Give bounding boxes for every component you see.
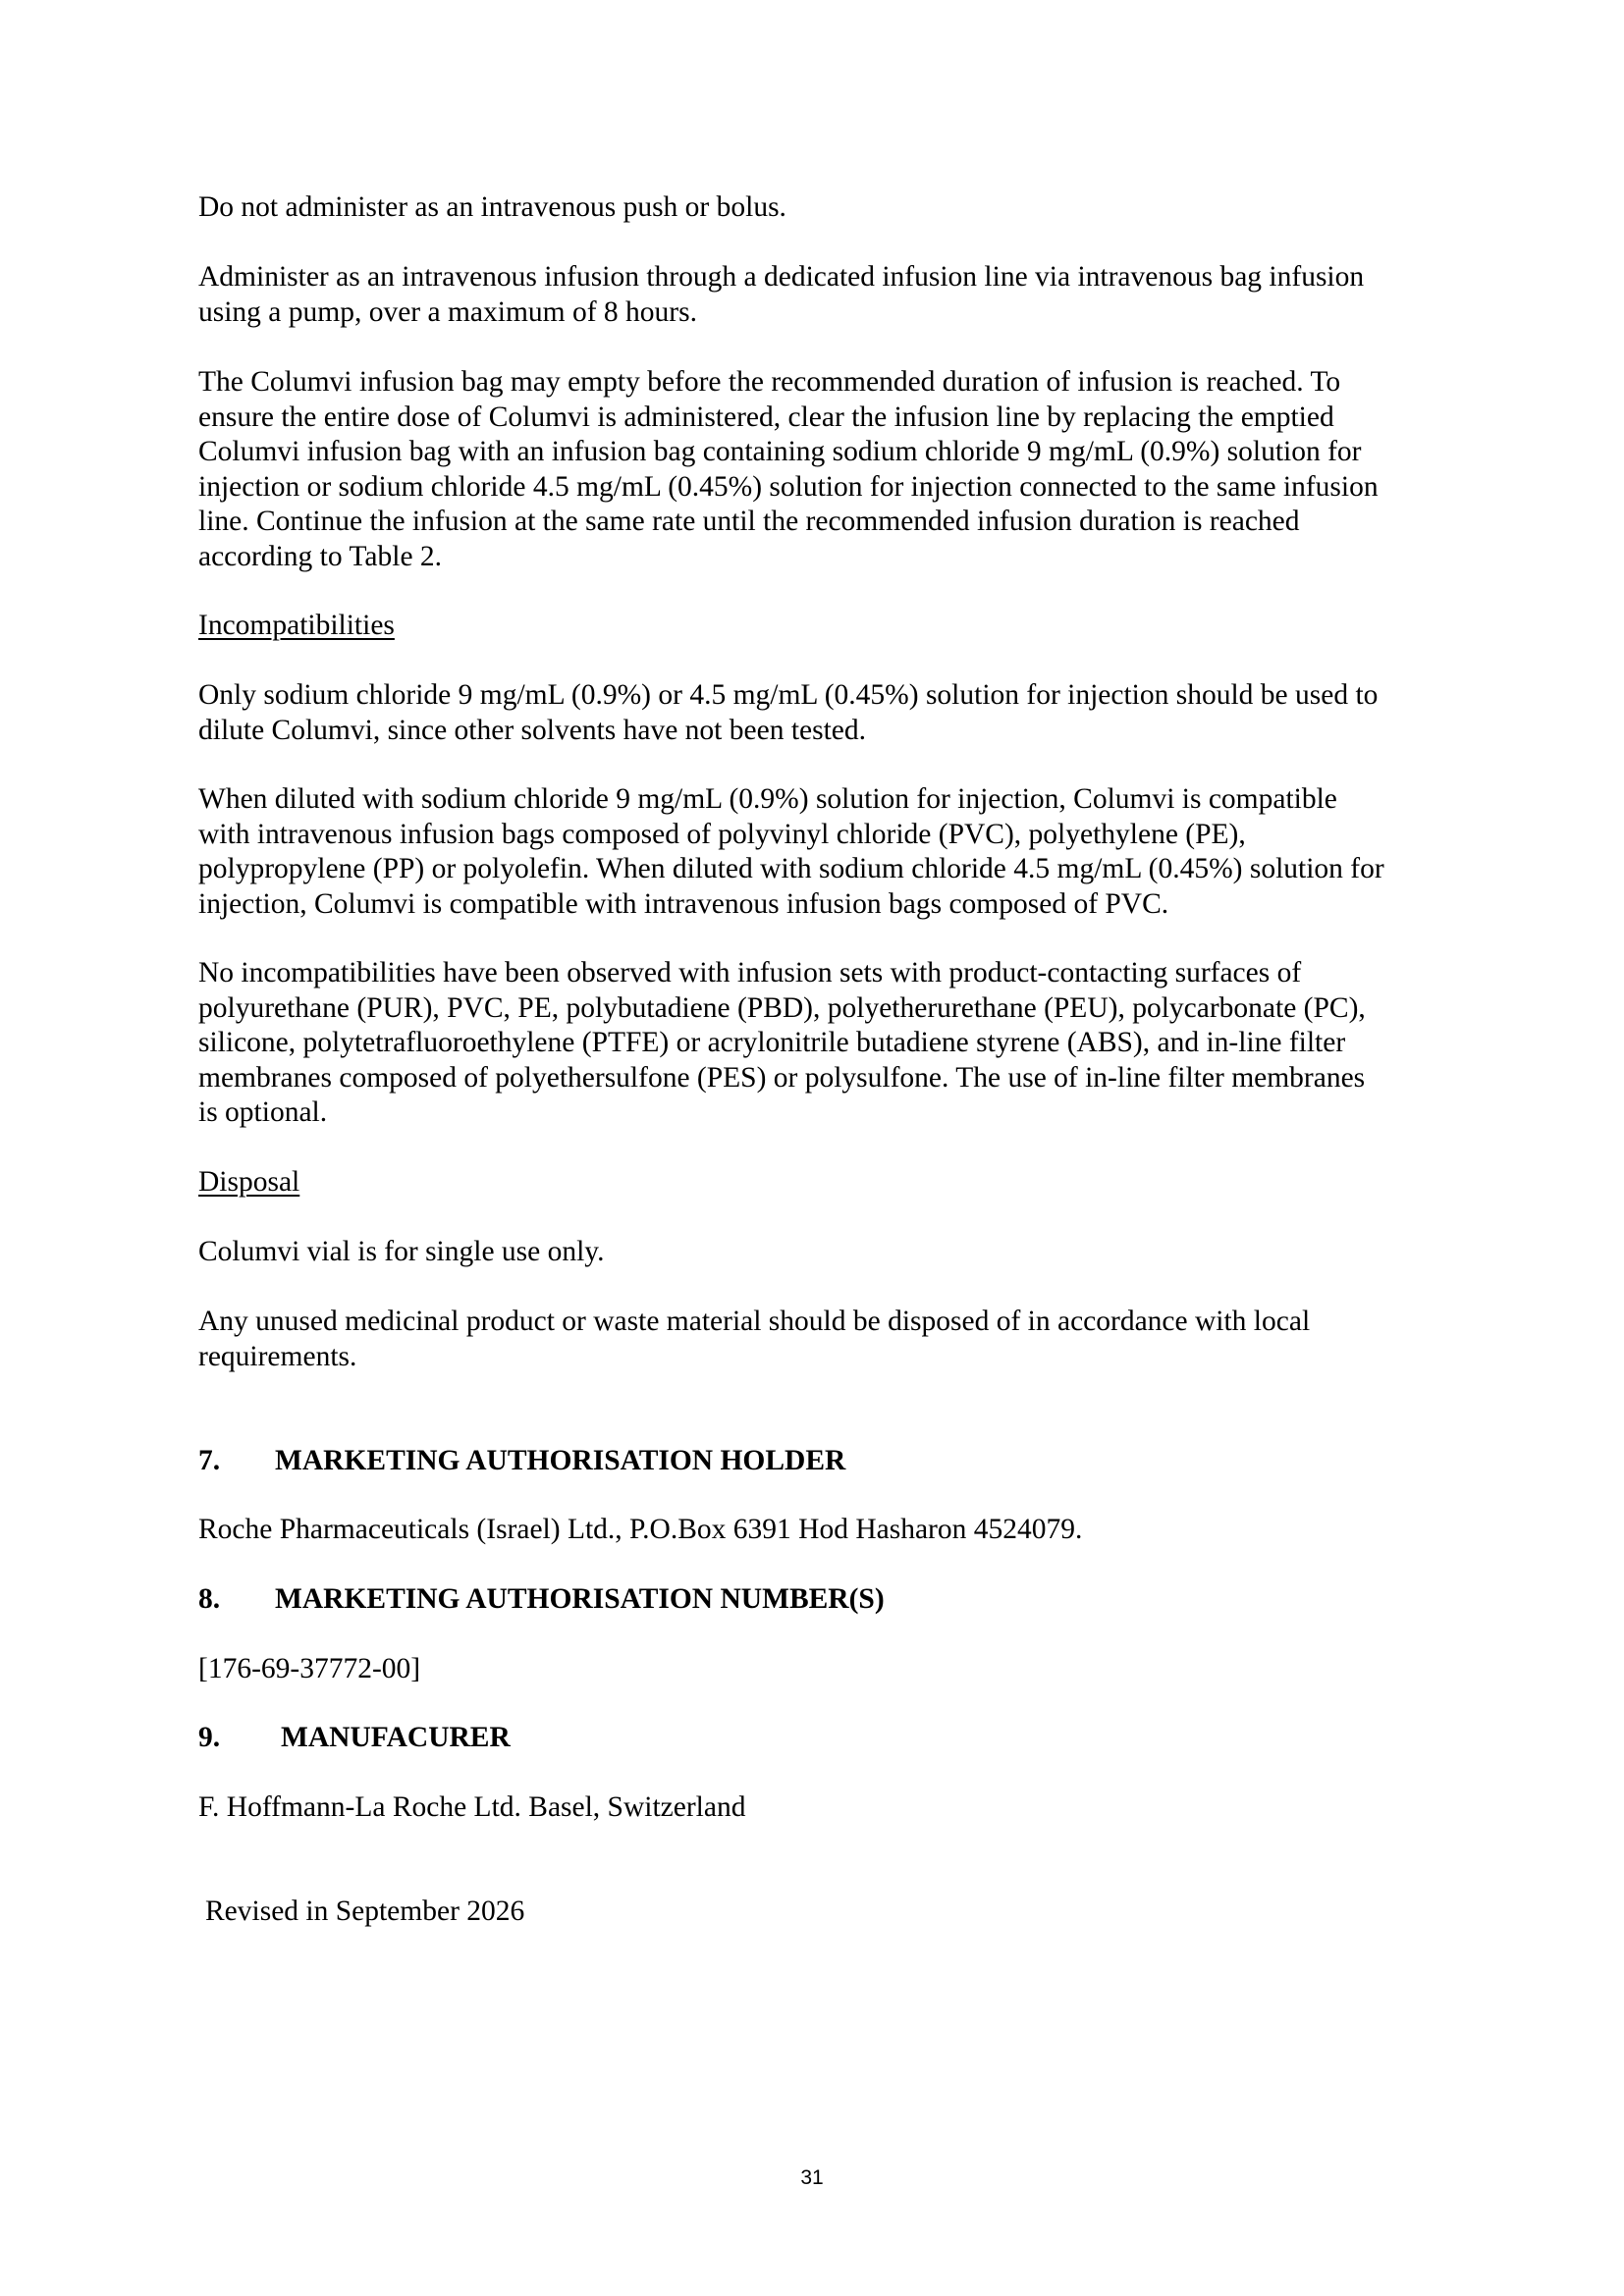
text-line: is optional. (198, 1096, 328, 1128)
text-line: using a pump, over a maximum of 8 hours. (198, 295, 697, 328)
paragraph-administration (198, 260, 1475, 330)
section-title: MANUFACURER (281, 1722, 511, 1753)
text-line: Any unused medicinal product or waste material should be disposed of in accordance with local (198, 1306, 1311, 1337)
subheading-disposal (198, 1165, 1475, 1201)
marketing-authorisation-number: [176-69-37772-00] (198, 1653, 421, 1684)
section-7-heading (198, 1444, 1475, 1479)
text-line: silicone, polytetrafluoroethylene (PTFE) or acrylonitrile butadiene styrene (ABS), and in-line filter (198, 1027, 1346, 1058)
paragraph-diluents (198, 678, 1475, 748)
revision-date (205, 1895, 1482, 1930)
text-line: membranes composed of polyethersulfone (PES) or polysulfone. The use of in-line filter membranes (198, 1061, 1366, 1094)
text-line: line. Continue the infusion at the same rate until the recommended infusion duration is reached (198, 506, 1300, 537)
text-line: The Columvi infusion bag may empty before the recommended duration of infusion is reached. To (198, 366, 1341, 398)
text-line: injection, Columvi is compatible with intravenous infusion bags composed of PVC. (198, 887, 1169, 920)
section-number: 9. (198, 1722, 221, 1753)
text-line: polyurethane (PUR), PVC, PE, polybutadiene (PBD), polyetherurethane (PEU), polycarbonate (PC), (198, 991, 1366, 1024)
marketing-authorisation-holder: Roche Pharmaceuticals (Israel) Ltd., P.O.Box 6391 Hod Hasharon 4524079. (198, 1514, 1083, 1545)
section-9-body (198, 1790, 1475, 1826)
section-title: MARKETING AUTHORISATION HOLDER (275, 1445, 846, 1476)
text-line: Columvi infusion bag with an infusion bag containing sodium chloride 9 mg/mL (0.9%) solution for (198, 436, 1362, 467)
text-line: Only sodium chloride 9 mg/mL (0.9%) or 4.5 mg/mL (0.45%) solution for injection should be used to (198, 679, 1379, 711)
text-line: injection or sodium chloride 4.5 mg/mL (0.45%) solution for injection connected to the same infusion (198, 470, 1379, 503)
subheading-incompatibilities (198, 609, 1475, 644)
text-line: requirements. (198, 1340, 357, 1372)
text-line: Administer as an intravenous infusion through a dedicated infusion line via intravenous bag infusion (198, 261, 1365, 293)
section-8-heading (198, 1582, 1475, 1618)
text-line: Columvi vial is for single use only. (198, 1236, 605, 1267)
text-line: with intravenous infusion bags composed of polyvinyl chloride (PVC), polyethylene (PE), (198, 818, 1246, 850)
text-line: polypropylene (PP) or polyolefin. When diluted with sodium chloride 4.5 mg/mL (0.45%) solution for (198, 853, 1384, 884)
manufacturer: F. Hoffmann-La Roche Ltd. Basel, Switzerland (198, 1791, 746, 1823)
subheading-text: Disposal (198, 1166, 300, 1198)
text-line: When diluted with sodium chloride 9 mg/mL (0.9%) solution for injection, Columvi is compatible (198, 783, 1337, 815)
section-number: 7. (198, 1445, 221, 1476)
text-line: No incompatibilities have been observed with infusion sets with product-contacting surfaces of (198, 957, 1302, 988)
text-line: ensure the entire dose of Columvi is administered, clear the infusion line by replacing the emptied (198, 400, 1334, 433)
text-line: Do not administer as an intravenous push or bolus. (198, 191, 786, 223)
section-7-body (198, 1513, 1475, 1548)
section-title: MARKETING AUTHORISATION NUMBER(S) (275, 1583, 885, 1615)
text-line: dilute Columvi, since other solvents have not been tested. (198, 714, 866, 746)
subheading-text: Incompatibilities (198, 610, 395, 641)
revision-text: Revised in September 2026 (205, 1896, 525, 1927)
section-8-body (198, 1652, 1475, 1687)
section-9-heading (198, 1721, 1475, 1756)
paragraph-infusion-bag-empty (198, 365, 1475, 574)
paragraph-no-incompatibilities (198, 956, 1475, 1131)
text-line: according to Table 2. (198, 540, 443, 572)
page-number: 31 (800, 2166, 824, 2189)
paragraph-single-use (198, 1235, 1475, 1270)
paragraph-compatible-bags (198, 782, 1475, 922)
section-number: 8. (198, 1583, 221, 1615)
paragraph-no-push-bolus (198, 190, 1475, 226)
paragraph-waste-disposal (198, 1305, 1475, 1374)
